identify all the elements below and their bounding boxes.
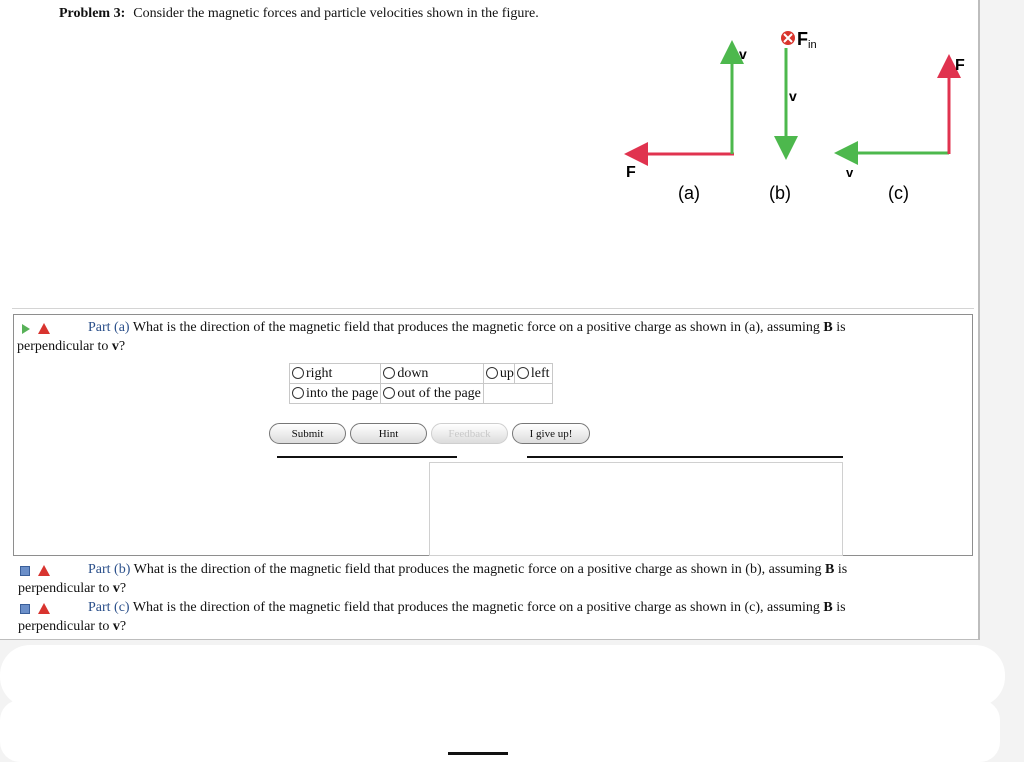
problem-label: Problem 3: (59, 6, 126, 21)
radio-left[interactable] (517, 367, 529, 379)
part-c-text: What is the direction of the magnetic field that produces the magnetic force on a positive charge as shown in (c), assuming (129, 600, 824, 615)
give-up-button[interactable]: I give up! (512, 423, 590, 444)
radio-out-page[interactable] (383, 387, 395, 399)
option-out-page[interactable]: out of the page (381, 384, 484, 404)
part-b-question (18, 560, 908, 598)
radio-down[interactable] (383, 367, 395, 379)
label-b-velocity: v (789, 88, 797, 104)
part-a-bold-b: B (823, 320, 833, 335)
problem-text: Consider the magnetic forces and particle velocities shown in the figure. (133, 6, 539, 21)
warning-icon (38, 321, 50, 340)
option-empty-cell (483, 384, 552, 404)
part-b-title[interactable]: Part (b) (88, 562, 131, 577)
label-c-velocity: v (846, 165, 854, 180)
radio-into-page[interactable] (292, 387, 304, 399)
option-up[interactable]: up (483, 364, 514, 384)
label-b-in: in (808, 39, 817, 51)
answer-options (289, 363, 553, 404)
label-b-force: F (797, 29, 808, 49)
redaction-smudge (0, 645, 1005, 707)
part-a-text-line2: perpendicular to (17, 339, 112, 354)
part-c-bold-b: B (823, 600, 833, 615)
collapsed-square-icon[interactable] (20, 563, 30, 582)
warning-icon (38, 563, 50, 582)
part-c-text-end: ? (119, 619, 127, 634)
radio-right[interactable] (292, 367, 304, 379)
part-c-text-line2: perpendicular to (18, 619, 113, 634)
warning-icon (38, 601, 50, 620)
option-right[interactable]: right (290, 364, 381, 384)
panel-label-b: (b) (769, 183, 791, 203)
label-c-force: F (955, 57, 965, 74)
collapsed-square-icon[interactable] (20, 601, 30, 620)
expand-arrow-icon[interactable] (22, 321, 30, 340)
part-b-text-line2: perpendicular to (18, 581, 113, 596)
submit-button[interactable]: Submit (269, 423, 346, 444)
part-b-bold-v: v (112, 581, 120, 596)
part-a-title: Part (a) (88, 320, 130, 335)
part-b-text-mid: is (834, 562, 848, 577)
part-b-text-end: ? (119, 581, 127, 596)
option-down[interactable]: down (381, 364, 484, 384)
rule-left (277, 456, 457, 458)
feedback-button: Feedback (431, 423, 508, 444)
part-a-text-mid: is (832, 320, 846, 335)
figure-separator (12, 308, 974, 309)
part-b-bold-b: B (825, 562, 835, 577)
panel-label-c: (c) (888, 183, 909, 203)
label-a-force: F (626, 164, 636, 181)
panel-label-a: (a) (678, 183, 700, 203)
part-a-question (18, 318, 908, 356)
part-c-title[interactable]: Part (c) (88, 600, 130, 615)
part-c-question (18, 598, 908, 636)
label-a-velocity: v (739, 46, 747, 62)
part-a-bold-v: v (111, 339, 119, 354)
problem-statement (59, 6, 539, 22)
part-c-text-mid: is (832, 600, 846, 615)
bottom-fragment-line (448, 752, 508, 755)
feedback-area (429, 462, 843, 556)
part-b-text: What is the direction of the magnetic field that produces the magnetic force on a positive charge as shown in (b), assuming (130, 562, 826, 577)
part-c-bold-v: v (112, 619, 120, 634)
rule-right (527, 456, 843, 458)
option-into-page[interactable]: into the page (290, 384, 381, 404)
force-velocity-figure (610, 24, 980, 214)
option-left[interactable]: left (514, 364, 552, 384)
part-a-text-end: ? (118, 339, 126, 354)
hint-button[interactable]: Hint (350, 423, 427, 444)
radio-up[interactable] (486, 367, 498, 379)
part-a-text: What is the direction of the magnetic field that produces the magnetic force on a positive charge as shown in (a), assuming (129, 320, 824, 335)
